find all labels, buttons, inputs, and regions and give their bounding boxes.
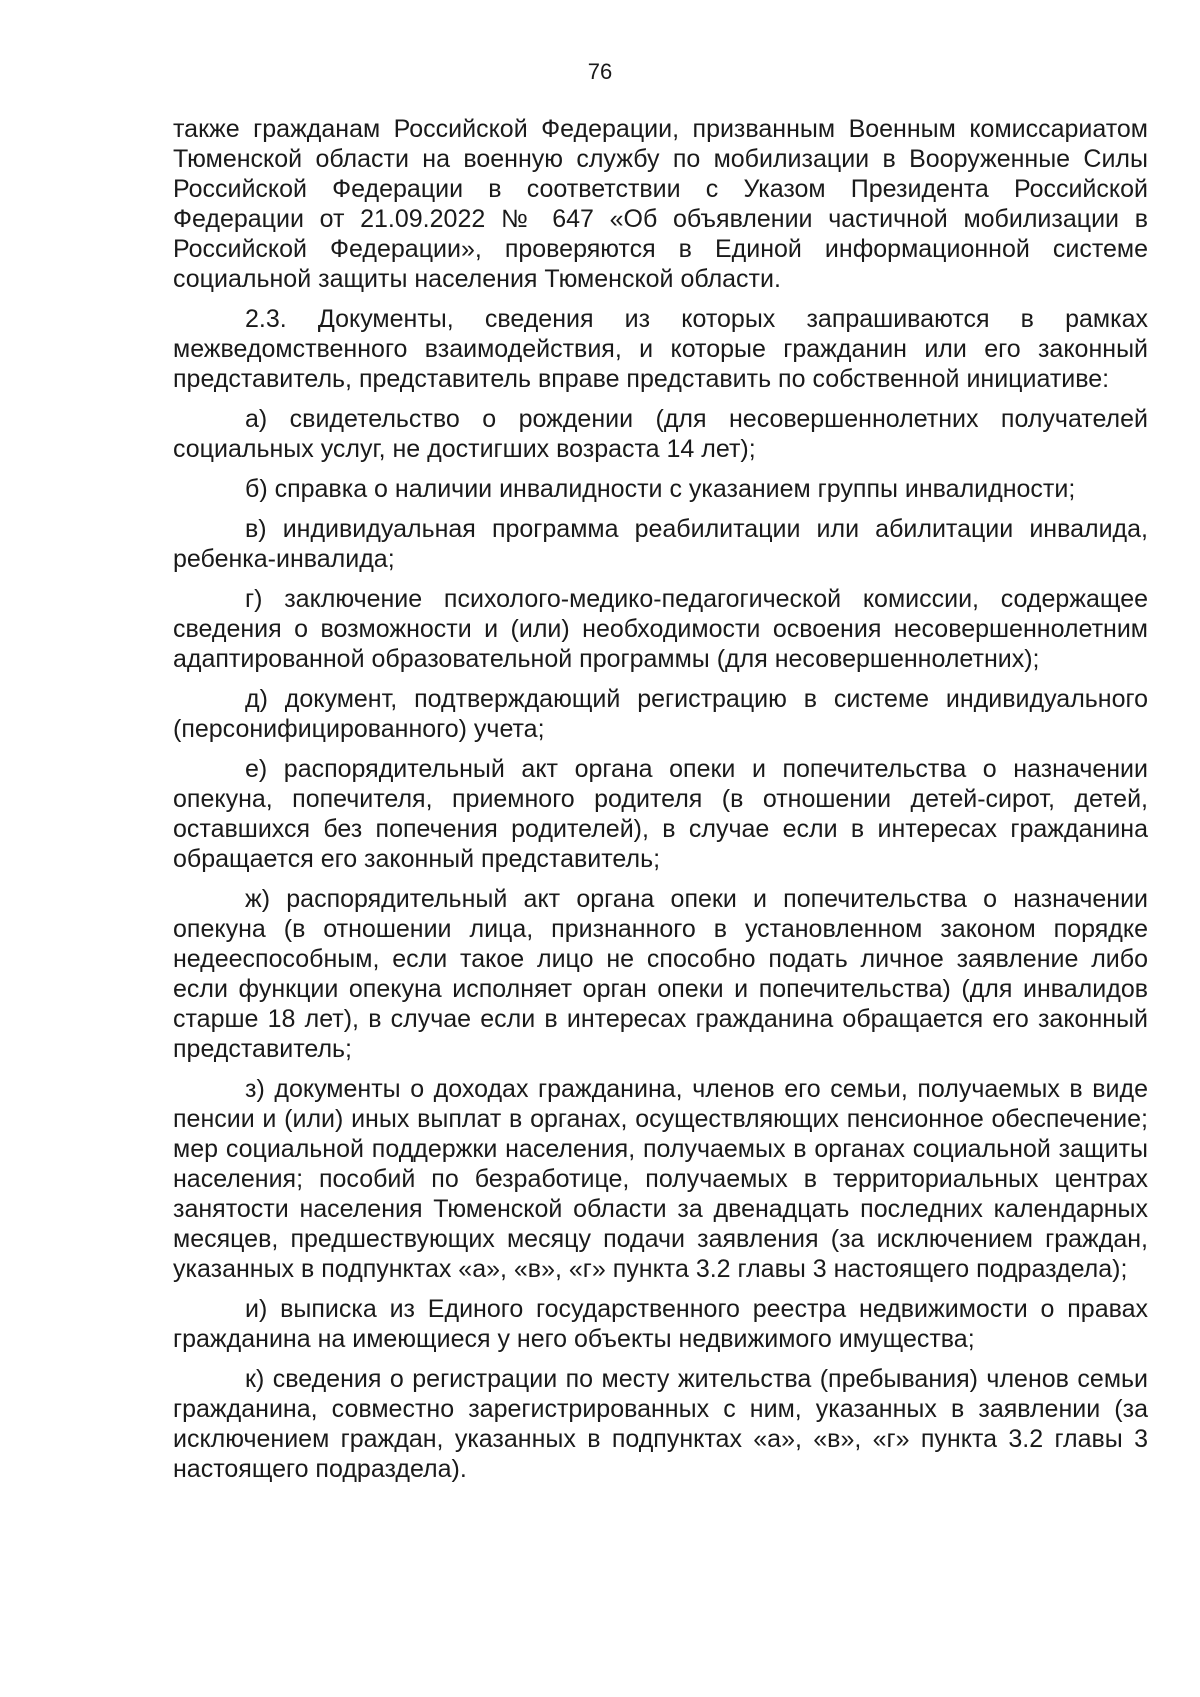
list-item-d: д) документ, подтверждающий регистрацию в системе индивидуального (персонифицированного) учета; [173,685,1148,743]
list-item-a: а) свидетельство о рождении (для несовершеннолетних получателей социальных услуг, не достигших возраста 14 лет); [173,405,1148,463]
list-item-z: з) документы о доходах гражданина, членов его семьи, получаемых в виде пенсии и (или) иных выплат в органах, осуществляющих пенсионное обеспечение; мер социальной поддержки населения, получаемых в органах социальной защиты населения; пособий по безработице, получаемых в территориальных центрах занятости населения Тюменской области за двенадцать последних календарных месяцев, предшествующих месяцу подачи заявления (за исключением граждан, указанных в подпунктах «а», «в», «г» пункта 3.2 главы 3 настоящего подраздела); [173,1075,1148,1283]
list-item-i: и) выписка из Единого государственного реестра недвижимости о правах гражданина на имеющиеся у него объекты недвижимого имущества; [173,1295,1148,1353]
document-body [173,114,1148,1494]
page-number: 76 [587,59,613,84]
list-item-v: в) индивидуальная программа реабилитации или абилитации инвалида, ребенка-инвалида; [173,515,1148,573]
list-item-k: к) сведения о регистрации по месту жительства (пребывания) членов семьи гражданина, совместно зарегистрированных с ним, указанных в заявлении (за исключением граждан, указанных в подпунктах «а», «в», «г» пункта 3.2 главы 3 настоящего подраздела). [173,1365,1148,1483]
list-item-e: е) распорядительный акт органа опеки и попечительства о назначении опекуна, попечителя, приемного родителя (в отношении детей-сирот, детей, оставшихся без попечения родителей), в случае если в интересах гражданина обращается его законный представитель; [173,755,1148,873]
list-item-g: г) заключение психолого-медико-педагогической комиссии, содержащее сведения о возможности и (или) необходимости освоения несовершеннолетним адаптированной образовательной программы (для несовершеннолетних); [173,585,1148,673]
paragraph-continuation: также гражданам Российской Федерации, призванным Военным комиссариатом Тюменской области на военную службу по мобилизации в Вооруженные Силы Российской Федерации в соответствии с Указом Президента Российской Федерации от 21.09.2022 № 647 «Об объявлении частичной мобилизации в Российской Федерации», проверяются в Единой информационной системе социальной защиты населения Тюменской области. [173,115,1148,293]
paragraph-clause-2-3: 2.3. Документы, сведения из которых запрашиваются в рамках межведомственного взаимодействия, и которые гражданин или его законный представитель, представитель вправе представить по собственной инициативе: [173,305,1148,393]
list-item-zh: ж) распорядительный акт органа опеки и попечительства о назначении опекуна (в отношении лица, признанного в установленном законом порядке недееспособным, если такое лицо не способно подать личное заявление либо если функции опекуна исполняет орган опеки и попечительства) (для инвалидов старше 18 лет), в случае если в интересах гражданина обращается его законный представитель; [173,885,1148,1063]
list-item-b: б) справка о наличии инвалидности с указанием группы инвалидности; [245,475,1076,503]
